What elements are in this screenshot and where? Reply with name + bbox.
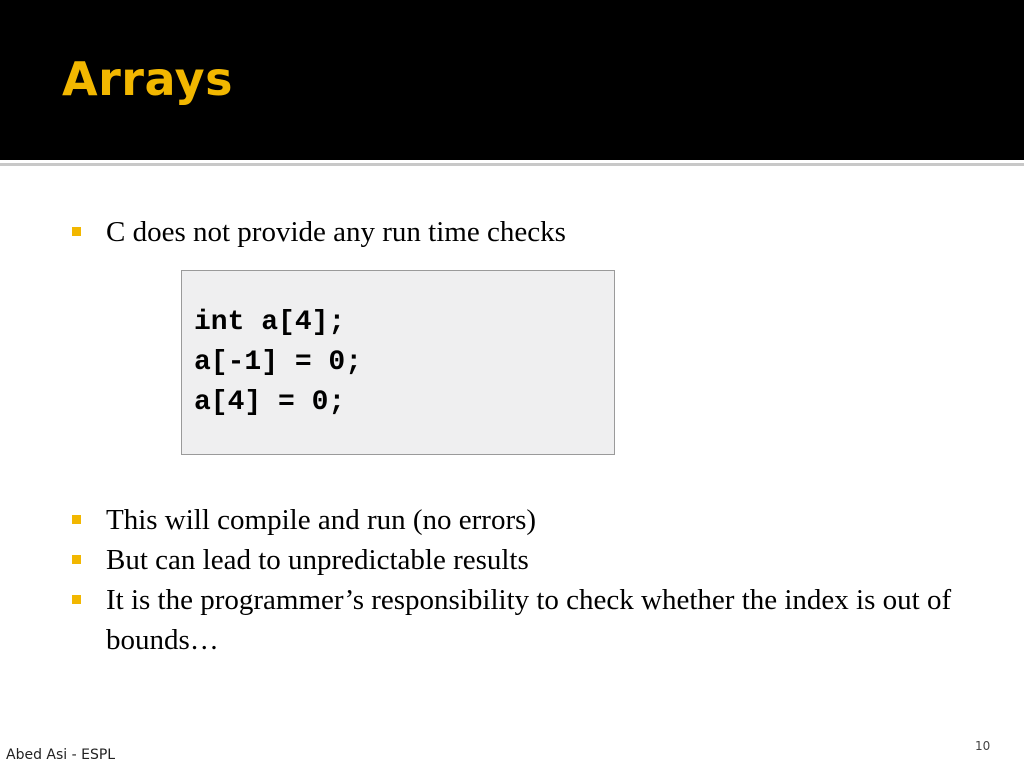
code-line: a[-1] = 0; bbox=[194, 347, 363, 378]
bullet-text: But can lead to unpredictable results bbox=[106, 544, 529, 576]
bullet-text: This will compile and run (no errors) bbox=[106, 504, 537, 536]
square-bullet-icon bbox=[72, 227, 81, 236]
code-line: a[4] = 0; bbox=[194, 387, 346, 418]
bullet-list-bottom bbox=[72, 500, 952, 660]
bullet-text: C does not provide any run time checks bbox=[106, 216, 566, 248]
code-block bbox=[181, 270, 615, 455]
square-bullet-icon bbox=[72, 555, 81, 564]
square-bullet-icon bbox=[72, 515, 81, 524]
bullet-item bbox=[72, 540, 952, 580]
bullet-item bbox=[72, 500, 952, 540]
slide-title: Arrays bbox=[62, 52, 233, 106]
title-bar bbox=[0, 0, 1024, 160]
square-bullet-icon bbox=[72, 595, 81, 604]
page-number: 10 bbox=[975, 739, 991, 753]
bullet-item bbox=[72, 212, 952, 252]
bullet-list-top bbox=[72, 212, 952, 252]
title-divider bbox=[0, 163, 1024, 166]
code-line: int a[4]; bbox=[194, 307, 346, 338]
bullet-text: It is the programmer’s responsibility to check whether the index is out of bounds… bbox=[106, 584, 952, 656]
bullet-item bbox=[72, 580, 952, 660]
footer-author: Abed Asi - ESPL bbox=[6, 747, 116, 763]
